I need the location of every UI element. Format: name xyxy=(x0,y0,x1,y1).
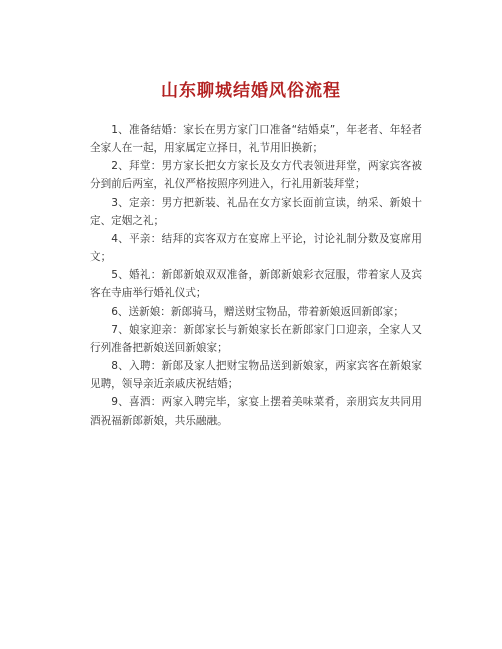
paragraph-8: 8、入聘：新郎及家人把财宝物品送到新娘家，两家宾客在新娘家见聘，领导亲近亲戚庆祝结婚； xyxy=(90,360,422,391)
document-body xyxy=(90,121,422,430)
paragraph-9: 9、喜酒：两家入聘完毕，家宴上摆着美味菜肴，亲朋宾友共同用酒祝福新郎新娘，共乐融融。 xyxy=(90,396,422,427)
paragraph-2: 2、拜堂：男方家长把女方家长及女方代表领进拜堂，两家宾客被分到前后两室，礼仪严格按照序列进入，行礼用新装拜堂； xyxy=(90,160,422,191)
paragraph-7: 7、娘家迎亲：新郎家长与新娘家长在新郎家门口迎亲，全家人又行列准备把新娘送回新娘家； xyxy=(90,323,422,354)
paragraph-6: 6、送新娘：新郎骑马，赠送财宝物品，带着新娘返回新郎家； xyxy=(111,305,404,318)
paragraph-4: 4、平亲：结拜的宾客双方在宴席上平论，讨论礼制分数及宴席用文； xyxy=(90,232,422,264)
paragraph-5: 5、婚礼：新郎新娘双双准备，新郎新娘彩衣冠服，带着家人及宾客在寺庙举行婚礼仪式； xyxy=(90,269,422,300)
paragraph-1: 1、准备结婚：家长在男方家门口准备“结婚桌”，年老者、年轻者全家人在一起，用家属定立择日，礼节用旧换新； xyxy=(90,124,422,155)
document-title: 山东聊城结婚风俗流程 xyxy=(161,81,341,101)
paragraph-3: 3、定亲：男方把新装、礼品在女方家长面前宣读，纳采、新娘十定、定姻之礼； xyxy=(90,196,422,227)
